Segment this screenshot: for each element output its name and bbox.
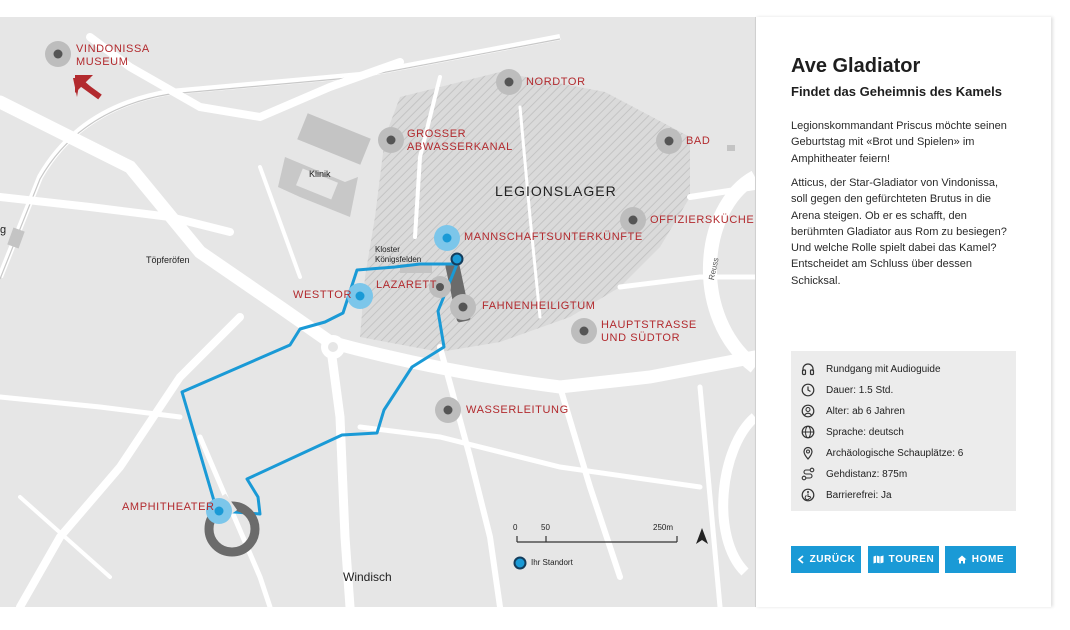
home-button-label: HOME — [971, 554, 1005, 565]
chevron-left-icon — [797, 555, 805, 564]
legionslager-label: LEGIONSLAGER — [495, 183, 617, 199]
globe-icon — [801, 425, 815, 439]
poi-label-fahnenheiligtum[interactable]: FAHNENHEILIGTUM — [482, 300, 596, 312]
scale-label-50: 50 — [541, 523, 550, 532]
poi-label-offizierskueche[interactable]: OFFIZIERSKÜCHE — [650, 214, 755, 226]
info-distance — [801, 465, 907, 483]
scale-label-0: 0 — [513, 523, 518, 532]
tour-description-2: Atticus, der Star-Gladiator von Vindonissa, soll gegen den gefürchteten Brutus in die Arena steigen. Ob er es schafft, den berühmten Gladiator aus Rom zu besiegen? Und welche Rolle spielt dabei das Kamel? Entscheidet am Schluss über dessen Schicksal. — [791, 177, 1007, 287]
back-button[interactable] — [791, 546, 861, 573]
headphones-icon — [801, 362, 815, 376]
tours-button[interactable] — [868, 546, 939, 573]
tour-detail-panel — [755, 17, 1051, 607]
poi-label-wasserleitung[interactable]: WASSERLEITUNG — [466, 404, 569, 416]
info-text: Gehdistanz: 875m — [826, 468, 908, 480]
location-pin-icon — [801, 446, 815, 460]
poi-label-hauptstrasse-suedtor[interactable]: HAUPTSTRASSE UND SÜDTOR — [601, 319, 697, 344]
poi-label-westtor[interactable]: WESTTOR — [293, 289, 352, 301]
tours-button-label: TOUREN — [888, 554, 935, 565]
map-view[interactable] — [0, 17, 755, 607]
map-icon — [873, 555, 884, 564]
north-arrow-icon — [696, 528, 708, 544]
poi-label-lazarett[interactable]: LAZARETT — [376, 279, 438, 291]
info-language — [801, 423, 904, 441]
toepferoefen-label: Töpferöfen — [146, 255, 190, 265]
route-icon — [801, 467, 815, 481]
scale-label-250: 250m — [653, 523, 674, 532]
windisch-label: Windisch — [343, 570, 392, 584]
road-main-east — [330, 342, 755, 387]
info-text: Archäologische Schauplätze: 6 — [826, 447, 964, 459]
poi-label-bad[interactable]: BAD — [686, 135, 711, 147]
poi-label-nordtor[interactable]: NORDTOR — [526, 76, 586, 88]
info-text: Alter: ab 6 Jahren — [826, 405, 905, 417]
clock-icon — [801, 383, 815, 397]
current-location-marker — [452, 254, 463, 265]
info-audioguide — [801, 360, 941, 378]
info-text: Rundgang mit Audioguide — [826, 363, 941, 375]
info-sites — [801, 444, 963, 462]
person-icon — [801, 404, 815, 418]
tour-title: Ave Gladiator — [791, 55, 921, 77]
map-canvas — [0, 17, 755, 607]
kloster-label: Kloster Königsfelden — [375, 245, 422, 264]
home-icon — [957, 555, 967, 564]
tour-description-1: Legionskommandant Priscus möchte seinen Geburtstag mit «Brot und Spielen» im Amphitheater feiern! — [791, 120, 1007, 165]
info-text: Sprache: deutsch — [826, 426, 904, 438]
standort-legend-label: Ihr Standort — [531, 558, 573, 567]
back-button-label: ZURÜCK — [809, 554, 856, 565]
reuss-label: Reuss — [707, 256, 721, 281]
edge-place-label: g — [0, 224, 7, 236]
poi-label-mannschaftsunterkuenfte[interactable]: MANNSCHAFTSUNTERKÜNFTE — [464, 231, 643, 243]
standort-legend-dot — [515, 558, 526, 569]
tour-subtitle: Findet das Geheimnis des Kamels — [791, 84, 1002, 99]
info-duration — [801, 381, 893, 399]
info-age — [801, 402, 905, 420]
info-accessibility — [801, 486, 892, 504]
scale-bar — [517, 536, 677, 542]
poi-label-grosser-abwasserkanal[interactable]: GROSSER ABWASSERKANAL — [407, 128, 513, 153]
poi-label-amphitheater[interactable]: AMPHITHEATER — [122, 501, 215, 513]
building-block — [297, 113, 371, 164]
poi-label-vindonissa-museum[interactable]: VINDONISSA MUSEUM — [76, 43, 150, 68]
wheelchair-icon — [801, 488, 815, 502]
tour-info-box — [791, 351, 1016, 511]
info-text: Dauer: 1.5 Std. — [826, 384, 894, 396]
home-button[interactable] — [945, 546, 1016, 573]
info-text: Barrierefrei: Ja — [826, 489, 892, 501]
klinik-label: Klinik — [309, 169, 331, 179]
